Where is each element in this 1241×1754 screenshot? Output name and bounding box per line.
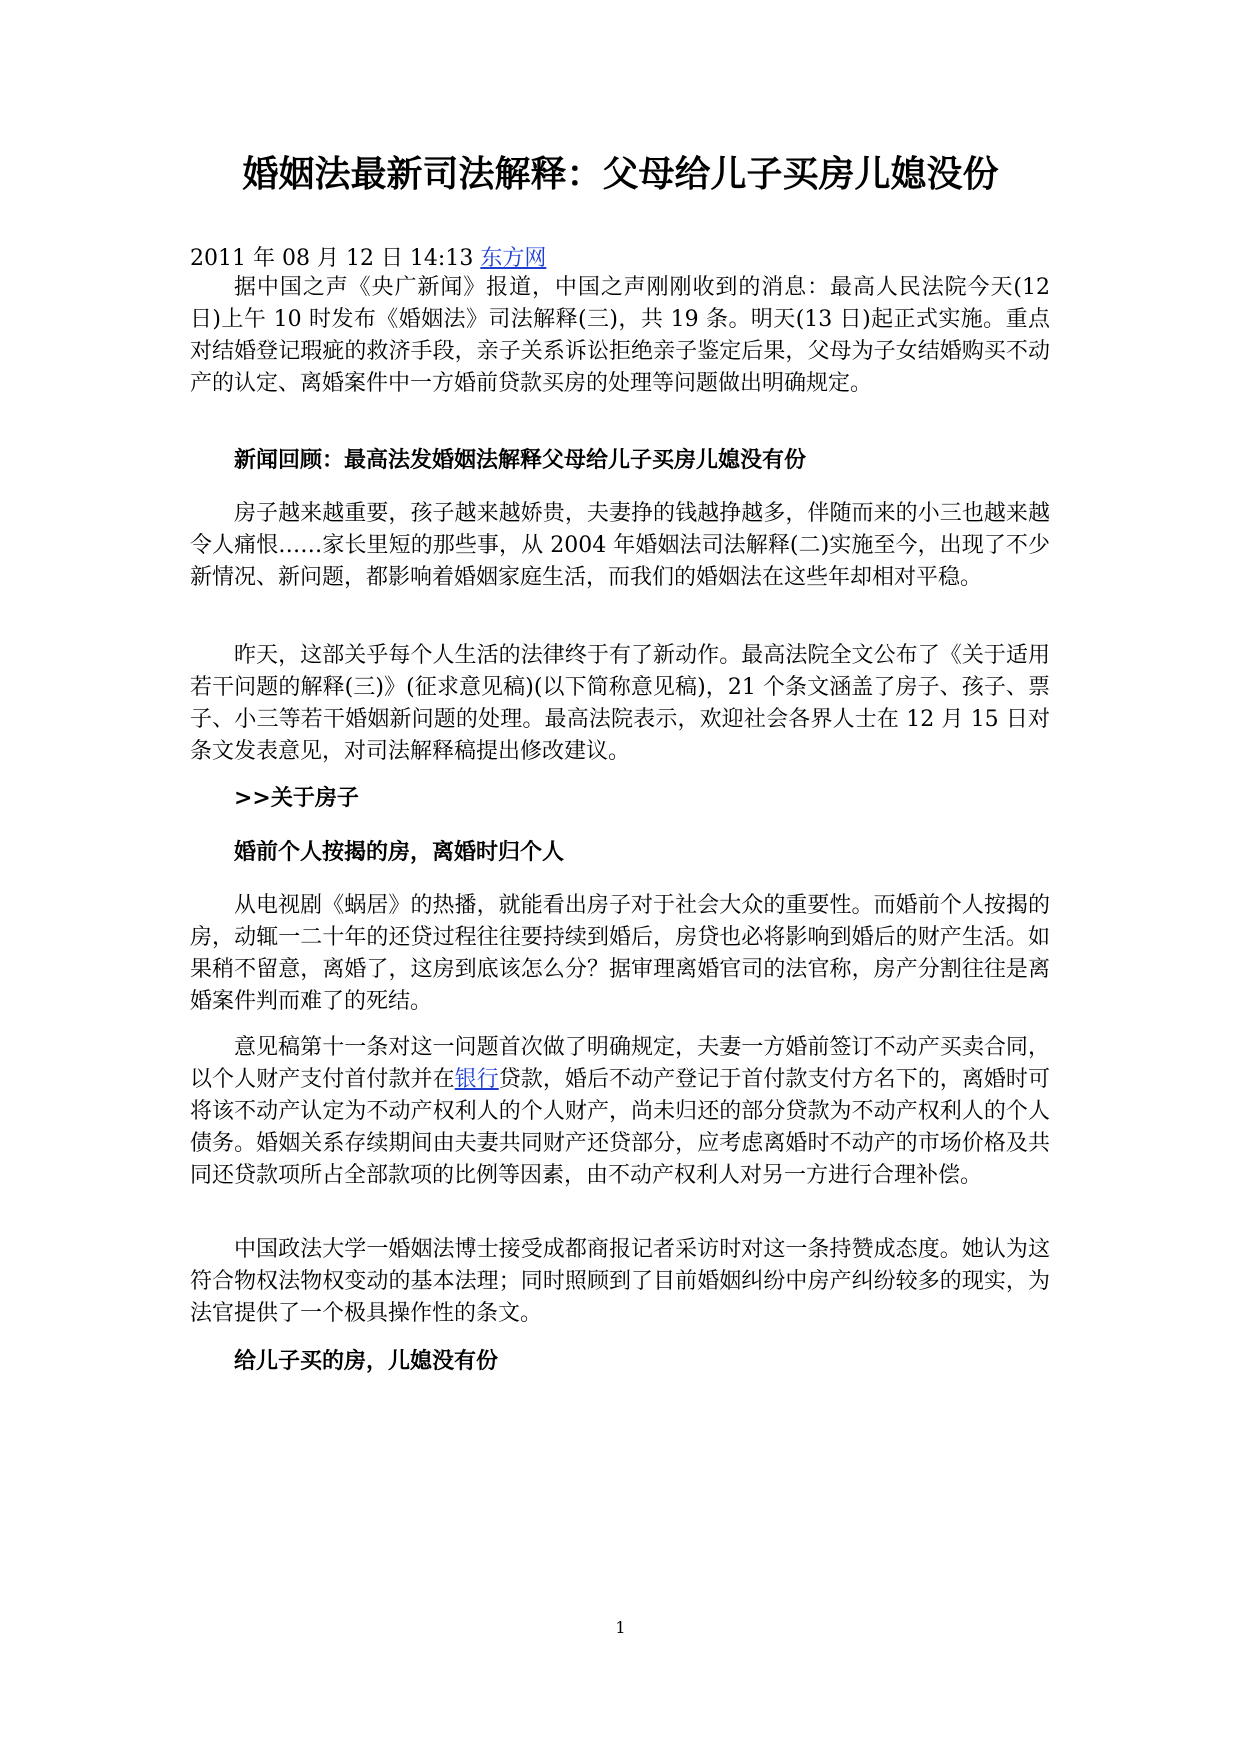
heading-house-for-son: 给儿子买的房，儿媳没有份 (234, 1348, 499, 1374)
bank-link[interactable]: 银行 (454, 1067, 499, 1092)
paragraph-draft-release: 昨天，这部关乎每个人生活的法律终于有了新动作。最高法院全文公布了《关于适用若干问题的解释(三)》(征求意见稿)(以下简称意见稿)，21 个条文涵盖了房子、孩子、票子、小三等若干婚姻新问题的处理。最高法院表示，欢迎社会各界人士在 12 月 15 日对条文发表意见，对司法解释稿提出修改建议。 (190, 643, 1050, 764)
publish-datetime: 2011 年 08 月 12 日 14:13 (190, 246, 474, 271)
heading-about-housing: >>关于房子 (234, 785, 359, 811)
page-title: 婚姻法最新司法解释：父母给儿子买房儿媳没份 (242, 153, 999, 195)
paragraph-article-eleven (190, 1032, 1050, 1192)
paragraph-expert-opinion: 中国政法大学一婚姻法博士接受成都商报记者采访时对这一条持赞成态度。她认为这符合物权法物权变动的基本法理；同时照顾到了目前婚姻纠纷中房产纠纷较多的现实，为法官提供了一个极具操作性的条文。 (190, 1237, 1050, 1326)
paragraph-background: 房子越来越重要，孩子越来越娇贵，夫妻挣的钱越挣越多，伴随而来的小三也越来越令人痛恨……家长里短的那些事，从 2004 年婚姻法司法解释(二)实施至今，出现了不少新情况、新问题，都影响着婚姻家庭生活，而我们的婚姻法在这些年却相对平稳。 (190, 501, 1050, 590)
article-eleven-text-end: 贷款，婚后不动产登记于首付款支付方名下的，离婚时可将该不动产认定为不动产权利人的个人财产，尚未归还的部分贷款为不动产权利人的个人债务。婚姻关系存续期间由夫妻共同财产还贷部分，应考虑离婚时不动产的市场价格及共同还贷款项所占全部款项的比例等因素，由不动产权利人对另一方进行合理补偿。 (190, 1067, 1050, 1188)
heading-premarital-mortgage: 婚前个人按揭的房，离婚时归个人 (234, 839, 565, 865)
page-number: 1 (615, 1618, 626, 1637)
paragraph-woju: 从电视剧《蜗居》的热播，就能看出房子对于社会大众的重要性。而婚前个人按揭的房，动辄一二十年的还贷过程往往要持续到婚后，房贷也必将影响到婚后的财产生活。如果稍不留意，离婚了，这房到底该怎么分？据审理离婚官司的法官称，房产分割往往是离婚案件判而难了的死结。 (190, 893, 1050, 1014)
source-link[interactable]: 东方网 (480, 246, 547, 271)
heading-news-review: 新闻回顾：最高法发婚姻法解释父母给儿子买房儿媳没有份 (234, 447, 807, 473)
article-eleven-text-start: 意见稿第十一条对这一问题首次做了明确规定，夫妻一方婚前签订不动产买卖合同，以个人财产支付首付款并在 (190, 1035, 1050, 1092)
article-meta (190, 244, 546, 274)
paragraph-intro: 据中国之声《央广新闻》报道，中国之声刚刚收到的消息：最高人民法院今天(12 日)上午 10 时发布《婚姻法》司法解释(三)，共 19 条。明天(13 日)起正式实施。重点对结婚登记瑕疵的救济手段，亲子关系诉讼拒绝亲子鉴定后果，父母为子女结婚购买不动产的认定、离婚案件中一方婚前贷款买房的处理等问题做出明确规定。 (190, 275, 1050, 396)
